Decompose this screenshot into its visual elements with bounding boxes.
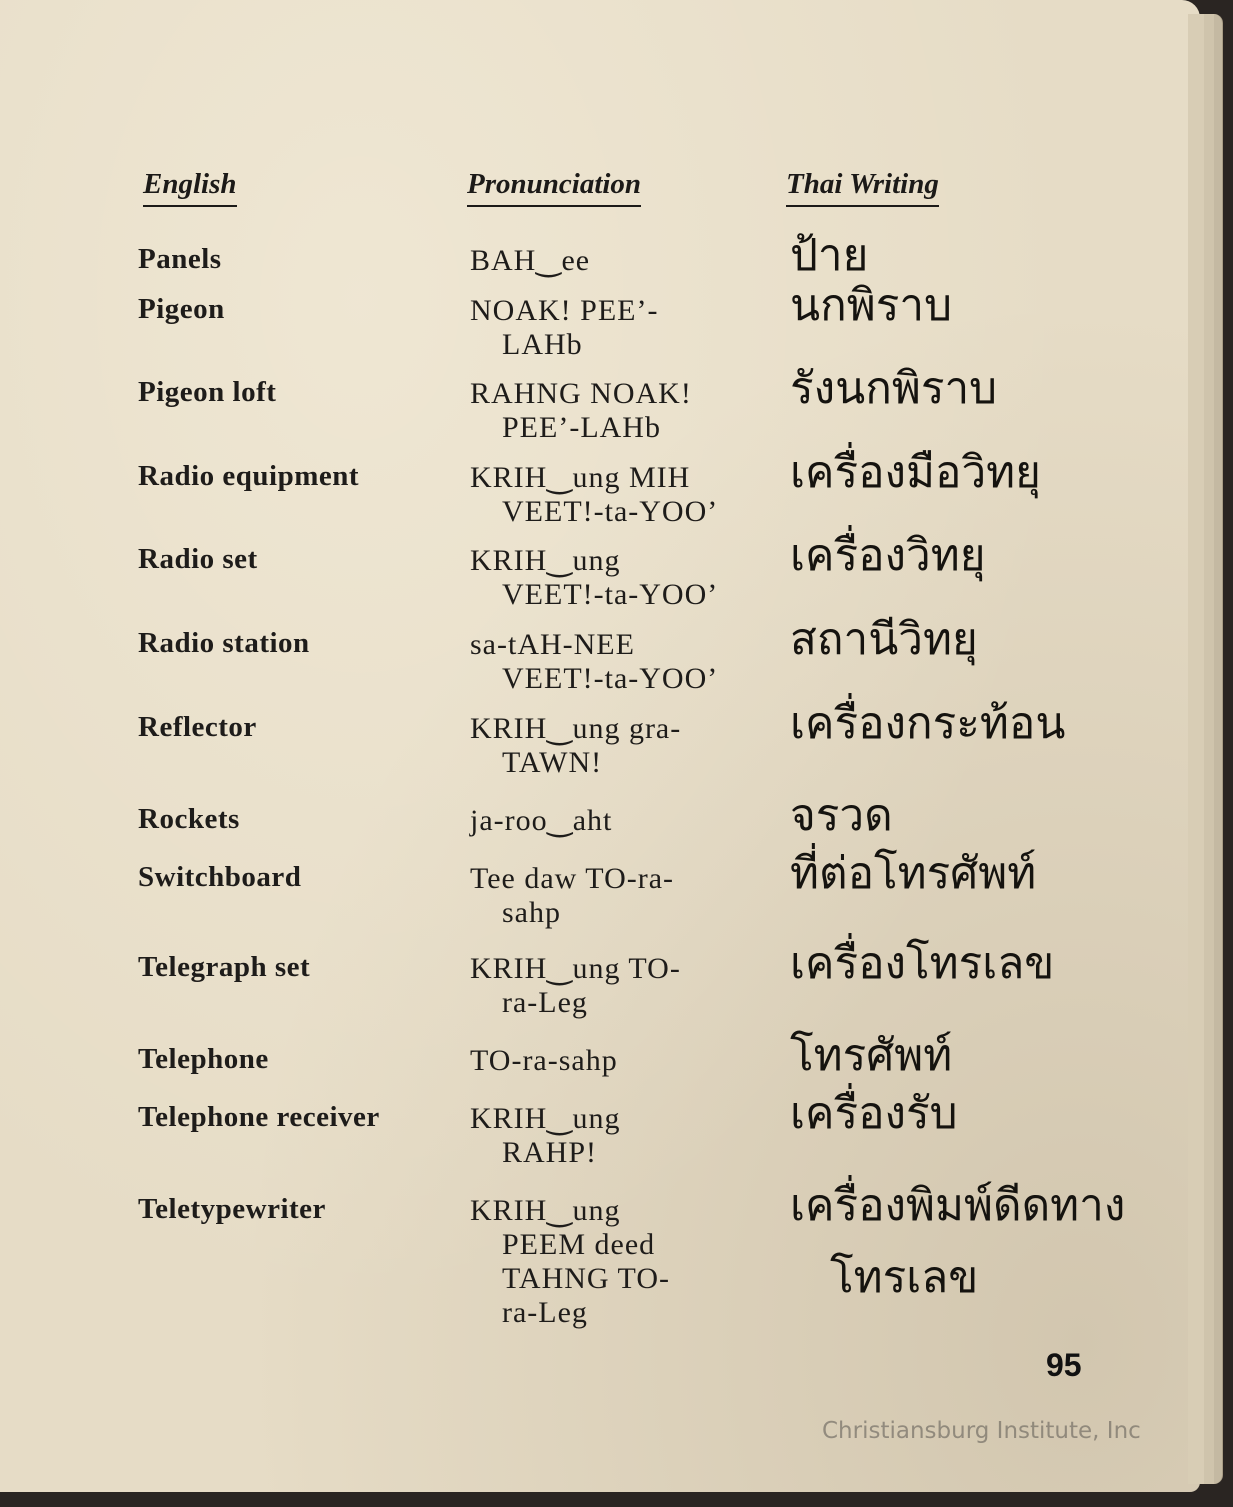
pronunciation-line: ja-roo‿aht xyxy=(470,804,613,837)
pronunciation xyxy=(470,1102,770,1170)
pronunciation xyxy=(470,712,770,780)
thai-writing-line: เครื่องพิมพ์ดีดทาง xyxy=(790,1180,1126,1231)
pronunciation xyxy=(470,377,770,445)
pronunciation xyxy=(470,1194,770,1330)
pronunciation-line: NOAK! PEE’- xyxy=(470,294,659,327)
thai-writing-line: เครื่องกระท้อน xyxy=(790,698,1066,749)
header-pronunciation: Pronunciation xyxy=(467,168,641,207)
pronunciation-line: ra-Leg xyxy=(502,1296,588,1329)
header-english: English xyxy=(143,168,237,207)
pronunciation-line: sahp xyxy=(502,896,561,929)
pronunciation xyxy=(470,862,770,930)
english-term: Telegraph set xyxy=(138,951,311,983)
english-term: Reflector xyxy=(138,711,257,743)
pronunciation-line: ra-Leg xyxy=(502,986,588,1019)
pronunciation-line: KRIH‿ung xyxy=(470,1194,621,1227)
thai-writing-line: เครื่องรับ xyxy=(790,1088,958,1139)
pronunciation xyxy=(470,461,770,529)
thai-writing xyxy=(790,447,1041,499)
pronunciation xyxy=(470,1044,770,1078)
pronunciation xyxy=(470,294,770,362)
pronunciation-line: KRIH‿ung gra- xyxy=(470,712,682,745)
pronunciation-line: RAHP! xyxy=(502,1136,598,1169)
thai-writing-line: โทรเลข xyxy=(830,1252,979,1303)
watermark: Christiansburg Institute, Inc xyxy=(822,1418,1141,1444)
page-edge xyxy=(1214,14,1223,1484)
thai-writing-line: เครื่องมือวิทยุ xyxy=(790,447,1041,498)
pronunciation-line: TAHNG TO- xyxy=(502,1262,670,1295)
thai-writing-line: ป้าย xyxy=(790,230,869,281)
english-term: Radio set xyxy=(138,543,258,575)
thai-writing-line: จรวด xyxy=(790,790,893,841)
pronunciation xyxy=(470,804,770,838)
thai-writing xyxy=(790,280,952,332)
pronunciation-line: sa-tAH-NEE xyxy=(470,628,635,661)
header-thai-writing: Thai Writing xyxy=(786,168,939,207)
thai-writing xyxy=(790,1030,952,1082)
thai-writing xyxy=(790,848,1036,900)
thai-writing xyxy=(790,614,978,666)
pronunciation-line: VEET!-ta-YOO’ xyxy=(502,662,719,695)
page-edge xyxy=(1188,14,1205,1484)
thai-writing xyxy=(790,790,893,842)
english-term: Switchboard xyxy=(138,861,302,893)
pronunciation-line: TO-ra-sahp xyxy=(470,1044,618,1077)
pronunciation xyxy=(470,628,770,696)
pronunciation-line: KRIH‿ung TO- xyxy=(470,952,681,985)
thai-writing xyxy=(790,938,1054,990)
english-term: Panels xyxy=(138,243,222,275)
pronunciation-line: LAHb xyxy=(502,328,583,361)
pronunciation-line: RAHNG NOAK! xyxy=(470,377,692,410)
thai-writing-line: รังนกพิราบ xyxy=(790,363,998,414)
thai-writing xyxy=(790,363,997,415)
thai-writing-line: เครื่องโทรเลข xyxy=(790,938,1055,989)
pronunciation-line: KRIH‿ung xyxy=(470,544,621,577)
pronunciation xyxy=(470,544,770,612)
thai-writing xyxy=(790,530,986,582)
english-term: Pigeon loft xyxy=(138,376,277,408)
thai-writing xyxy=(790,230,868,282)
pronunciation-line: PEEM deed xyxy=(502,1228,656,1261)
pronunciation-line: KRIH‿ung MIH xyxy=(470,461,691,494)
pronunciation-line: Tee daw TO-ra- xyxy=(470,862,675,895)
english-term: Telephone xyxy=(138,1043,269,1075)
thai-writing xyxy=(790,698,1065,750)
thai-writing xyxy=(790,1180,1125,1304)
pronunciation-line: KRIH‿ung xyxy=(470,1102,621,1135)
thai-writing-line: เครื่องวิทยุ xyxy=(790,530,986,581)
thai-writing xyxy=(790,1088,958,1140)
pronunciation-line: VEET!-ta-YOO’ xyxy=(502,578,719,611)
thai-writing-line: ที่ต่อโทรศัพท์ xyxy=(790,848,1037,899)
page-number: 95 xyxy=(1046,1347,1082,1383)
thai-writing-line: สถานีวิทยุ xyxy=(790,614,978,665)
english-term: Rockets xyxy=(138,803,240,835)
pronunciation-line: PEE’-LAHb xyxy=(502,411,661,444)
pronunciation-line: TAWN! xyxy=(502,746,603,779)
english-term: Pigeon xyxy=(138,293,225,325)
thai-writing-line: โทรศัพท์ xyxy=(790,1030,953,1081)
english-term: Radio equipment xyxy=(138,460,360,492)
english-term: Radio station xyxy=(138,627,310,659)
thai-writing-line: นกพิราบ xyxy=(790,280,952,331)
english-term: Teletypewriter xyxy=(138,1193,326,1225)
pronunciation-line: BAH‿ee xyxy=(470,244,591,277)
pronunciation xyxy=(470,952,770,1020)
pronunciation xyxy=(470,244,770,278)
pronunciation-line: VEET!-ta-YOO’ xyxy=(502,495,719,528)
english-term: Telephone receiver xyxy=(138,1101,380,1133)
